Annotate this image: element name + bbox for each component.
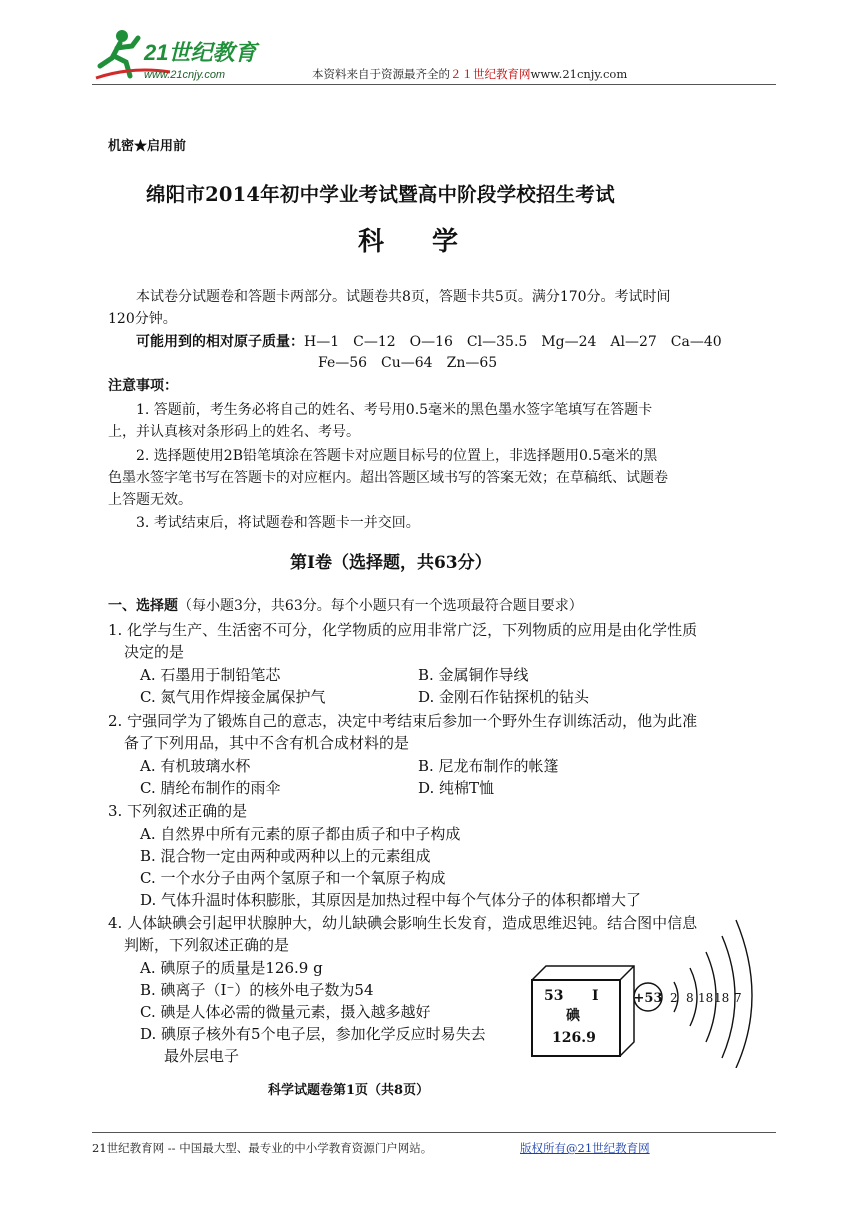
iodine-atomic-mass: 126.9 <box>552 1030 596 1046</box>
q1-stem-1: 1. 化学与生产、生活密不可分，化学物质的应用非常广泛，下列物质的应用是由化学性质 <box>108 621 698 639</box>
footer-divider <box>92 1132 776 1133</box>
section-title-bold: 一、选择题 <box>108 598 178 614</box>
q3-option-a: A. 自然界中所有元素的原子都由质子和中子构成 <box>140 825 461 843</box>
notice-1b: 上，并认真核对条形码上的姓名、考号。 <box>108 424 360 440</box>
part-title: 第Ⅰ卷（选择题，共63分） <box>290 553 492 573</box>
notice-3: 3. 考试结束后，将试题卷和答题卡一并交回。 <box>136 515 420 531</box>
shell-5-electrons: 7 <box>734 991 742 1005</box>
section-title <box>108 596 583 616</box>
q1-option-b: B. 金属铜作导线 <box>418 666 529 684</box>
notice-2c: 上答题无效。 <box>108 492 192 508</box>
q3-option-b: B. 混合物一定由两种或两种以上的元素组成 <box>140 847 431 865</box>
q4-option-d-2: 最外层电子 <box>164 1047 240 1065</box>
q1-option-d: D. 金刚石作钻探机的钻头 <box>418 688 590 706</box>
q2-option-a: A. 有机玻璃水杯 <box>140 757 251 775</box>
q2-option-b: B. 尼龙布制作的帐篷 <box>418 757 559 775</box>
section-title-rest: （每小题3分，共63分。每个小题只有一个选项最符合题目要求） <box>178 598 583 614</box>
header-note-brand: ２１世纪教育网 <box>450 67 531 81</box>
confidential-label: 机密★启用前 <box>108 139 187 154</box>
atomic-mass-label: 可能用到的相对原子质量： <box>136 334 304 350</box>
page-number-label: 科学试题卷第1页（共8页） <box>268 1083 430 1098</box>
q4-option-d-1: D. 碘原子核外有5个电子层，参加化学反应时易失去 <box>140 1025 486 1043</box>
notice-title: 注意事项： <box>108 378 178 394</box>
q4-option-b: B. 碘离子（I⁻）的核外电子数为54 <box>140 981 374 999</box>
atomic-mass-values-2: Fe—56 Cu—64 Zn—65 <box>318 355 498 371</box>
logo-url: www.21cnjy.com <box>144 69 226 81</box>
q2-stem-1: 2. 宁强同学为了锻炼自己的意志，决定中考结束后参加一个野外生存训练活动，他为此准 <box>108 712 698 730</box>
q4-option-a: A. 碘原子的质量是126.9 g <box>140 959 323 977</box>
q1-option-a: A. 石墨用于制铅笔芯 <box>140 666 281 684</box>
site-logo <box>92 26 292 86</box>
shell-2-electrons: 8 <box>686 991 694 1005</box>
q2-option-d: D. 纯棉T恤 <box>418 779 495 797</box>
iodine-name: 碘 <box>566 1008 580 1024</box>
iodine-element-cell <box>530 962 638 1060</box>
intro-line-1: 本试卷分试题卷和答题卡两部分。试题卷共8页，答题卡共5页。满分170分。考试时间 <box>136 289 671 305</box>
subject-title: 科学 <box>358 227 507 257</box>
footer-site-description: 21世纪教育网 -- 中国最大型、最专业的中小学教育资源门户网站。 <box>92 1141 433 1155</box>
q4-option-c: C. 碘是人体必需的微量元素，摄入越多越好 <box>140 1003 431 1021</box>
exam-title: 绵阳市2014年初中学业考试暨高中阶段学校招生考试 <box>146 183 615 206</box>
notice-2a: 2. 选择题使用2B铅笔填涂在答题卡对应题目标号的位置上，非选择题用0.5毫米的黑 <box>136 448 658 464</box>
shell-1-electrons: 2 <box>670 991 678 1005</box>
q4-stem-1: 4. 人体缺碘会引起甲状腺肿大，幼儿缺碘会影响生长发育，造成思维迟钝。结合图中信息 <box>108 914 698 932</box>
iodine-symbol: I <box>592 988 599 1004</box>
intro-line-2: 120分钟。 <box>108 311 177 327</box>
footer-copyright-link[interactable]: 版权所有@21世纪教育网 <box>520 1141 650 1155</box>
iodine-atom-structure-diagram <box>628 902 768 1068</box>
iodine-nucleus-charge: +53 <box>633 991 663 1006</box>
q3-option-d: D. 气体升温时体积膨胀，其原因是加热过程中每个气体分子的体积都增大了 <box>140 891 642 909</box>
header-note-url: www.21cnjy.com <box>530 67 628 81</box>
iodine-atomic-number: 53 <box>544 988 564 1004</box>
q2-option-c: C. 腈纶布制作的雨伞 <box>140 779 281 797</box>
shell-3-electrons: 18 <box>698 991 714 1005</box>
notice-2b: 色墨水签字笔书写在答题卡的对应框内。超出答题区域书写的答案无效；在草稿纸、试题卷 <box>108 470 668 486</box>
q3-option-c: C. 一个水分子由两个氢原子和一个氧原子构成 <box>140 869 446 887</box>
q1-option-c: C. 氮气用作焊接金属保护气 <box>140 688 326 706</box>
q4-stem-2: 判断，下列叙述正确的是 <box>124 936 290 954</box>
header-note <box>312 66 627 82</box>
atomic-mass-line-1 <box>136 332 722 352</box>
header-divider <box>92 84 776 85</box>
q3-stem: 3. 下列叙述正确的是 <box>108 802 248 820</box>
atomic-mass-values-1: H—1 C—12 O—16 Cl—35.5 Mg—24 Al—27 Ca—40 <box>304 334 722 350</box>
shell-4-electrons: 18 <box>714 991 730 1005</box>
logo-text: 21世纪教育 <box>144 40 257 65</box>
header-note-prefix: 本资料来自于资源最齐全的 <box>312 67 450 81</box>
notice-1a: 1. 答题前，考生务必将自己的姓名、考号用0.5毫米的黑色墨水签字笔填写在答题卡 <box>136 402 653 418</box>
q1-stem-2: 决定的是 <box>124 643 185 661</box>
q2-stem-2: 备了下列用品，其中不含有机合成材料的是 <box>124 734 410 752</box>
